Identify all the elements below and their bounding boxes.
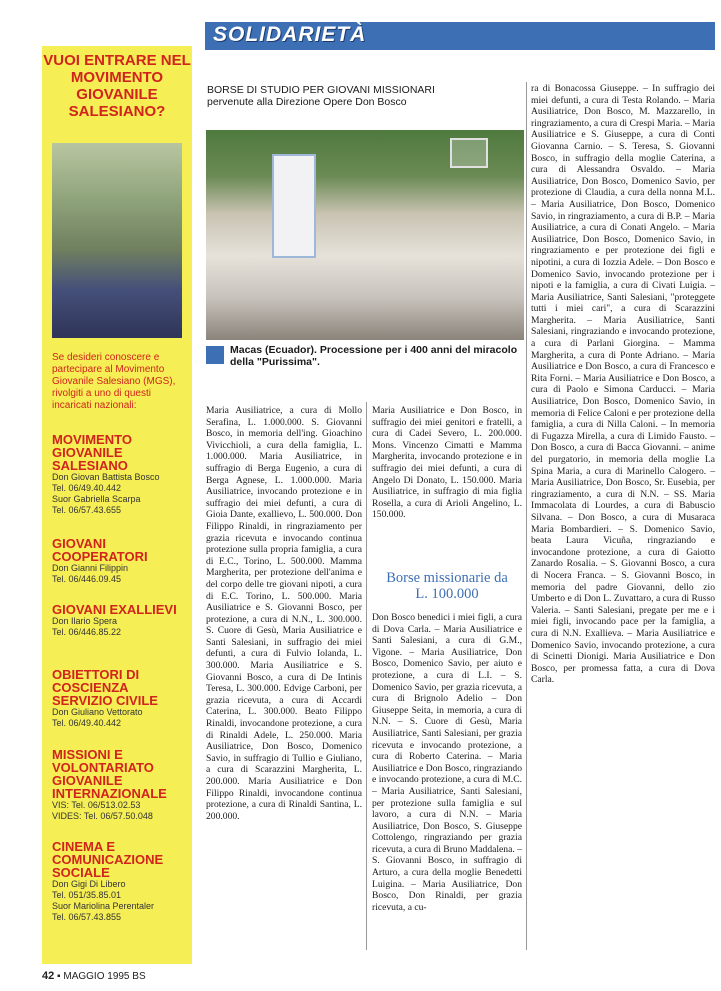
caption-square-icon	[206, 346, 224, 364]
donations-column-3: ra di Bonacossa Giuseppe. – In suffragio dei miei defunti, a cura di Testa Rolando. – Maria Ausiliatrice, Don Bosco, M. Mazzarello, in ringraziamento, a cura di Crespi Maria. – Maria Ausiliatrice e S. Giuseppe, a cura di Conti Giovanna Carnio. – S. Teresa, S. Giovanni Bosco, in suffragio della moglie Caterina, a cura di Alessandra Osvaldo. – Maria Ausiliatrice, Don Bosco, Domenico Savio, per protezione di Claudia, a cura della nonna M.L. – Maria Ausiliatrice, Don Bosco, Domenico Savio, in ringraziamento, a cura di B.P. – Maria Ausiliatrice, a cura di Conati Angelo. – Maria Ausiliatrice, Don Bosco, Domenico Savio, in ringraziamento e per protezione dei figli e nipotini, a cura di Iozzia Adele. – Don Bosco e Domenico Savio, invocando protezione per i nipoti e la famiglia, a cura di Civati Luigia. – Maria Ausiliatrice, Santi Salesiani, "proteggete tutti i miei cari", a cura di Scarazzini Margherita. – Maria Ausiliatrice, Santi Salesiani, ringraziando e invocando protezione, a cura di Parlani Giorgina. – Mamma Margherita, a cura di Ponte Adriano. – Maria Ausiliatrice e Don Bosco, a cura di Francesco e Rita Forni. – Maria Ausiliatrice e Don Bosco, a cura di Paolo e Simona Carducci. – Maria Ausiliatrice, Don Bosco, Domenico Savio, in memoria di Felice Caloni e per protezione della famiglia, a cura di Nilla Caloni. – In memoria di Fugazza Mirella, a cura di Limido Fausto. – Don Bosco, a cura di Bacca Giovanni. – anime del purgatorio, in memoria della moglie La Spina Maria, a cura di Marinello Calogero. – Maria Ausiliatrice, Don Bosco, Sr. Eusebia, per ringraziamento, a cura di N.N. – SS. Maria Immacolata di Lourdes, a cura di Babuscio Silvana. – Don Bosco, a cura di Musaraca Maria Bombardieri. – S. Domenico Savio, beata Laura Vicuña, ringraziando e invocandone protezione, a cura di Gaiotto Zanardo Rosalia. – S. Giovanni Bosco, a cura di Nocera Franca. – S. Giovanni Bosco, in memoria del padre Giovanni, dello zio Umberto e di Don L. Zuvattaro, a cura di Russo Valeria. – Santi Salesiani, pregate per me e i miei figli, invocando pace per la famiglia, a cura di N.N. Exallieva. – Maria Ausiliatrice e Domenico Savio, invocando protezione, a cura di Scinetti Dionigi. Maria Ausiliatrice e Don Bosco, per promessa fatta, a cura di Dova Carla.	[531, 83, 715, 686]
section-heading: GIOVANI COOPERATORI	[52, 536, 148, 564]
contact-line: Don Gianni Filippin	[52, 563, 129, 573]
missionary-grants-heading	[372, 570, 522, 602]
sidebar-section-cinema	[52, 840, 188, 923]
article-title: BORSE DI STUDIO PER GIOVANI MISSIONARI	[207, 84, 435, 96]
contact-line: Don Giuliano Vettorato	[52, 707, 143, 717]
article-subtitle: pervenute alla Direzione Opere Don Bosco	[207, 96, 407, 108]
caption-text: Macas (Ecuador). Processione per i 400 anni del miracolo della "Purissima".	[230, 344, 518, 368]
section-banner	[205, 22, 715, 50]
sidebar-intro: Se desideri conoscere e partecipare al Movimento Giovanile Salesiano (MGS), rivolgiti a uno di questi incaricati nazionali:	[52, 352, 176, 411]
contact-line: Tel. 06/57.43.855	[52, 912, 122, 922]
basketball-hoop	[450, 138, 488, 168]
contact-line: Don Giovan Battista Bosco	[52, 472, 160, 482]
section-heading: OBIETTORI DI COSCIENZA SERVIZIO CIVILE	[52, 667, 158, 708]
contact-line: Suor Gabriella Scarpa	[52, 494, 141, 504]
sidebar-box	[42, 46, 192, 964]
page-footer: 42 ▪ MAGGIO 1995 BS	[42, 970, 146, 982]
donations-column-2b: Don Bosco benedici i miei figli, a cura di Dova Carla. – Maria Ausiliatrice e Santi Salesiani, a cura di G.M., Vigone. – Maria Ausiliatrice, Don Bosco, Domenico Savio, per aiuto e protezione, a cura di L.I. – S. Domenico Savio, per grazia ricevuta, a cura di Brignolo Adelio – Don Giuseppe Seita, in memoria, a cura di N.N. – S. Cuore di Gesù, Maria Ausiliatrice, Santi Salesiani, per grazia ricevuta e invocando protezione, a cura di Roberto Caterina. – Maria Ausiliatrice e Don Bosco, ringraziando e invocando protezione, a cura di M.C. – Maria Ausiliatrice, Santi Salesiani, per protezione sulla famiglia e sul lavoro, a cura di N.N. – Maria Ausiliatrice, Don Bosco, S. Giuseppe Cottolengo, ringraziando per grazia ricevuta, a cura di Bruno Maddalena. – S. Giovanni Bosco, in suffragio di Arturo, a cura della moglie Benedetti Luigina. – Maria Ausiliatrice, Don Bosco, Don Rinaldi, per grazia ricevuta, a cu-	[372, 612, 522, 913]
section-heading: CINEMA E COMUNICAZIONE SOCIALE	[52, 839, 164, 880]
contact-line: VIDES: Tel. 06/57.50.048	[52, 811, 153, 821]
contact-line: Tel. 051/35.85.01	[52, 890, 122, 900]
grants-heading-title: Borse missionarie da	[386, 570, 508, 586]
sidebar-section-mgs	[52, 433, 188, 516]
contact-line: Tel. 06/49.40.442	[52, 718, 122, 728]
sidebar-section-exallievi	[52, 603, 188, 638]
section-title: SOLIDARIETÀ	[213, 23, 367, 46]
page-number: 42	[42, 970, 55, 982]
issue-label: MAGGIO 1995 BS	[63, 971, 146, 982]
statue-figure	[272, 154, 316, 258]
sidebar-section-missioni	[52, 748, 188, 822]
procession-photo	[206, 130, 524, 340]
contact-line: Tel. 06/446.09.45	[52, 574, 122, 584]
contact-line: Tel. 06/57.43.655	[52, 505, 122, 515]
article-header	[207, 84, 507, 108]
donations-column-2a: Maria Ausiliatrice e Don Bosco, in suffragio dei miei genitori e fratelli, a cura di Cadei Severo, L. 200.000. Mons. Vincenzo Cimatti e Mamma Margherita, invocando protezione e in suffragio dei miei defunti, a cura di Angelo Di Donato, L. 150.000. Maria Ausiliatrice, in suffragio di mia figlia Rosella, a cura di Arioli Angelino, L. 150.000.	[372, 405, 522, 521]
sidebar-photo-young-man	[52, 143, 182, 338]
contact-line: Tel. 06/446.85.22	[52, 627, 122, 637]
section-heading: MISSIONI E VOLONTARIATO GIOVANILE INTERNAZIONALE	[52, 747, 167, 801]
sidebar-section-cooperatori	[52, 537, 188, 585]
sidebar-section-obiettori	[52, 668, 188, 729]
section-heading: GIOVANI EXALLIEVI	[52, 602, 177, 617]
column-divider	[366, 402, 367, 950]
sidebar-headline: VUOI ENTRARE NEL MOVIMENTO GIOVANILE SALESIANO?	[43, 52, 191, 120]
contact-line: Suor Mariolina Perentaler	[52, 901, 155, 911]
grants-heading-amount: L. 100.000	[415, 586, 479, 602]
contact-line: Don Gigi Di Libero	[52, 879, 126, 889]
contact-line: VIS: Tel. 06/513.02.53	[52, 800, 141, 810]
contact-line: Don Ilario Spera	[52, 616, 118, 626]
section-heading: MOVIMENTO GIOVANILE SALESIANO	[52, 432, 132, 473]
contact-line: Tel. 06/49.40.442	[52, 483, 122, 493]
column-divider	[526, 82, 527, 950]
donations-column-1: Maria Ausiliatrice, a cura di Mollo Serafina, L. 1.000.000. S. Giovanni Bosco, in memoria dell'ing. Gioachino Vivicchioli, a cura della famiglia, L. 1.000.000. Maria Ausiliatrice, in suffragio di Berga Eugenio, a cura di Berga Agnese, L. 1.000.000. Maria Ausiliatrice, invocando protezione e in suffragio dei miei defunti, a cura di Gioia Dante, exallievo, L. 500.000. Don Filippo Rinaldi, in ringraziamento per grazia ricevuta e invocando continua protezione sulla propria famiglia, a cura di E.C., Torino, L. 500.000. Mamma Margherita, per protezione dell'anima e del corpo delle tre giovani nipoti, a cura di E.C. Torino, L. 500.000. Maria Ausiliatrice e S. Giovanni Bosco, per protezione, a cura di N.N., L. 300.000. S. Cuore di Gesù, Maria Ausiliatrice e Santi Salesiani, in suffragio dei miei defunti, a cura di Fulvio Iolanda, L. 300.000. Maria Ausiliatrice e S. Giovanni Bosco, a cura di De Intinis Teresa, L. 300.000. Edvige Carboni, per grazia ricevuta, a cura di Accardi Caterina, L. 300.000. Beato Filippo Rinaldi, invocandone protezione, a cura di Rinaldi Adele, L. 250.000. Maria Ausiliatrice, Don Bosco, Domenico Savio, in suffragio di Tullio e Giuliano, a cura di Scarazzini Margherita, L. 200.000. Maria Ausiliatrice e Don Filippo Rinaldi, invocandone continua protezione, a cura di Rinaldi Santina, L. 200.000.	[206, 405, 362, 822]
